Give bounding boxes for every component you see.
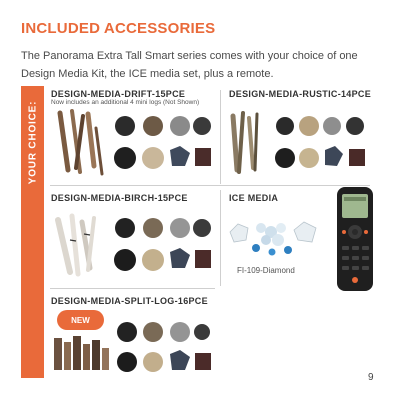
intro-paragraph: The Panorama Extra Tall Smart series comes with your choice of one Design Media Kit, the ICE media set, plus a remote. [21, 50, 358, 80]
divider-horizontal-middle [50, 185, 370, 186]
kit-note-drift: Now includes an additional 4 mini logs (Not Shown) [51, 99, 200, 106]
your-choice-sidebar [21, 86, 44, 378]
remote-control-image [336, 186, 374, 292]
drift-media-image [50, 108, 215, 178]
birch-media-image [50, 210, 215, 280]
divider-vertical-top [220, 90, 221, 184]
rustic-media-image [225, 108, 370, 178]
divider-horizontal-lower [50, 288, 215, 289]
ice-media-title: ICE MEDIA [229, 193, 279, 203]
split-log-media-image [50, 318, 215, 376]
kit-title-split-log: DESIGN-MEDIA-SPLIT-LOG-16PCE [51, 296, 208, 306]
kit-title-birch: DESIGN-MEDIA-BIRCH-15PCE [51, 193, 188, 203]
ice-part-label: FI-109-Diamond [237, 266, 295, 275]
your-choice-label-box [21, 86, 44, 198]
page-number: 9 [368, 372, 374, 383]
ice-media-image [226, 210, 326, 266]
your-choice-label: YOUR CHOICE: [27, 100, 38, 184]
kit-title-rustic: DESIGN-MEDIA-RUSTIC-14PCE [229, 89, 372, 99]
section-heading: INCLUDED ACCESSORIES [21, 20, 216, 37]
new-badge: NEW [57, 310, 104, 330]
divider-vertical-middle [220, 190, 221, 286]
kit-title-drift: DESIGN-MEDIA-DRIFT-15PCE [51, 89, 186, 99]
